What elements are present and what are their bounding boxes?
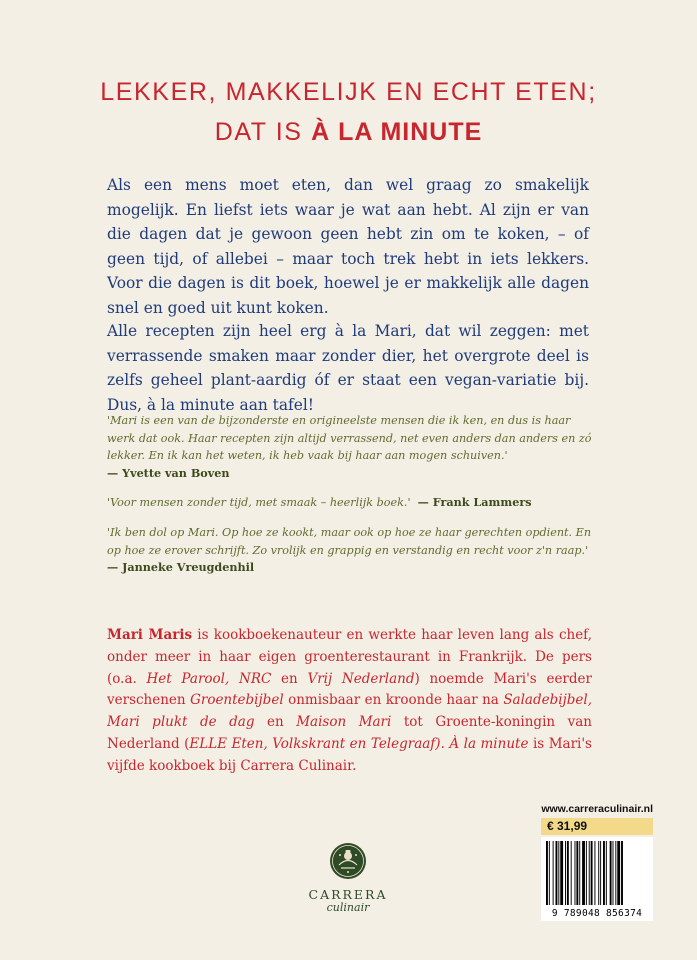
bio-italic: ELLE Eten, Volkskrant en Telegraaf). bbox=[189, 735, 445, 752]
publisher-subname: culinair bbox=[326, 901, 370, 914]
author-bio bbox=[107, 625, 592, 778]
headline-line-2 bbox=[0, 112, 697, 152]
publisher-url: www.carreraculinair.nl bbox=[541, 803, 653, 815]
quote-author: — Frank Lammers bbox=[417, 495, 532, 510]
publisher-logo bbox=[308, 841, 388, 914]
barcode-bars bbox=[541, 837, 653, 907]
headline-book-title: À LA MINUTE bbox=[311, 118, 483, 146]
price-label: € 31,99 bbox=[541, 818, 653, 835]
bio-text: en bbox=[254, 714, 297, 731]
bio-text: onmisbaar en kroonde haar na bbox=[283, 692, 504, 709]
barcode bbox=[541, 837, 653, 921]
bio-text: en bbox=[271, 670, 308, 687]
bio-text: is kookboekenauteur en werkte haar leven lang als chef, onder meer in haar eigen groenterestaurant in Frankrijk. De pers (o.a. bbox=[107, 627, 592, 687]
quote-author: — Janneke Vreugdenhil bbox=[107, 560, 255, 575]
bio-italic: À la minute bbox=[449, 735, 529, 752]
bio-text: is Mari's vijfde kookboek bij Carrera Culinair. bbox=[107, 735, 592, 774]
bio-text: ) noemde Mari's eerder verschenen bbox=[107, 670, 592, 709]
review-quote bbox=[107, 494, 597, 512]
headline bbox=[0, 72, 697, 152]
publisher-name: CARRERA bbox=[308, 887, 388, 902]
review-quotes bbox=[107, 412, 597, 589]
quote-author: — Yvette van Boven bbox=[107, 465, 230, 480]
review-quote bbox=[107, 524, 597, 577]
bio-italic: Het Parool, NRC bbox=[146, 670, 272, 687]
quote-text: 'Ik ben dol op Mari. Op hoe ze kookt, maar ook op hoe ze haar gerechten opdient. En op hoe ze erover schrijft. Zo vrolijk en grappig en verstandig en recht voor z'n raap.' bbox=[107, 525, 592, 557]
intro-paragraph-2: Alle recepten zijn heel erg à la Mari, dat wil zeggen: met verrassende smaken maar zonder dier, het overgrote deel is zelfs geheel plant-aardig óf er staat een vegan-variatie bij. Dus, à la minute aan tafel! bbox=[107, 322, 589, 414]
quote-text: 'Mari is een van de bijzonderste en origineelste mensen die ik ken, en dus is haar werk dat ook. Haar recepten zijn altijd verrassend, net even anders dan anders en zó lekker. En ik kan het weten, ik heb vaak bij haar aan mogen schuiven.' bbox=[107, 414, 592, 463]
publisher-emblem-icon bbox=[328, 841, 368, 881]
bio-italic: Saladebijbel, Mari plukt de dag bbox=[107, 692, 592, 731]
author-name: Mari Maris bbox=[107, 627, 193, 643]
bio-italic: Maison Mari bbox=[296, 714, 392, 731]
headline-line-1: LEKKER, MAKKELIJK EN ECHT ETEN; bbox=[100, 78, 597, 106]
intro-paragraph-1: Als een mens moet eten, dan wel graag zo smakelijk mogelijk. En liefst iets waar je wat aan hebt. Al zijn er van die dagen dat je gewoon geen hebt zin om te koken, – of geen tijd, of allebei – maar toch trek hebt in iets lekkers. Voor die dagen is dit boek, hoewel je er makkelijk alle dagen snel en goed uit kunt koken. bbox=[107, 176, 589, 317]
bio-italic: Groentebijbel bbox=[190, 692, 284, 709]
bio-italic: Vrij Nederland bbox=[307, 670, 415, 687]
bio-text: tot Groente-koningin van Nederland ( bbox=[107, 714, 592, 752]
review-quote bbox=[107, 412, 597, 482]
headline-prefix: DAT IS bbox=[214, 118, 312, 146]
isbn-number: 9 789048 856374 bbox=[551, 908, 643, 919]
quote-text: 'Voor mensen zonder tijd, met smaak – heerlijk boek.' bbox=[107, 496, 411, 510]
